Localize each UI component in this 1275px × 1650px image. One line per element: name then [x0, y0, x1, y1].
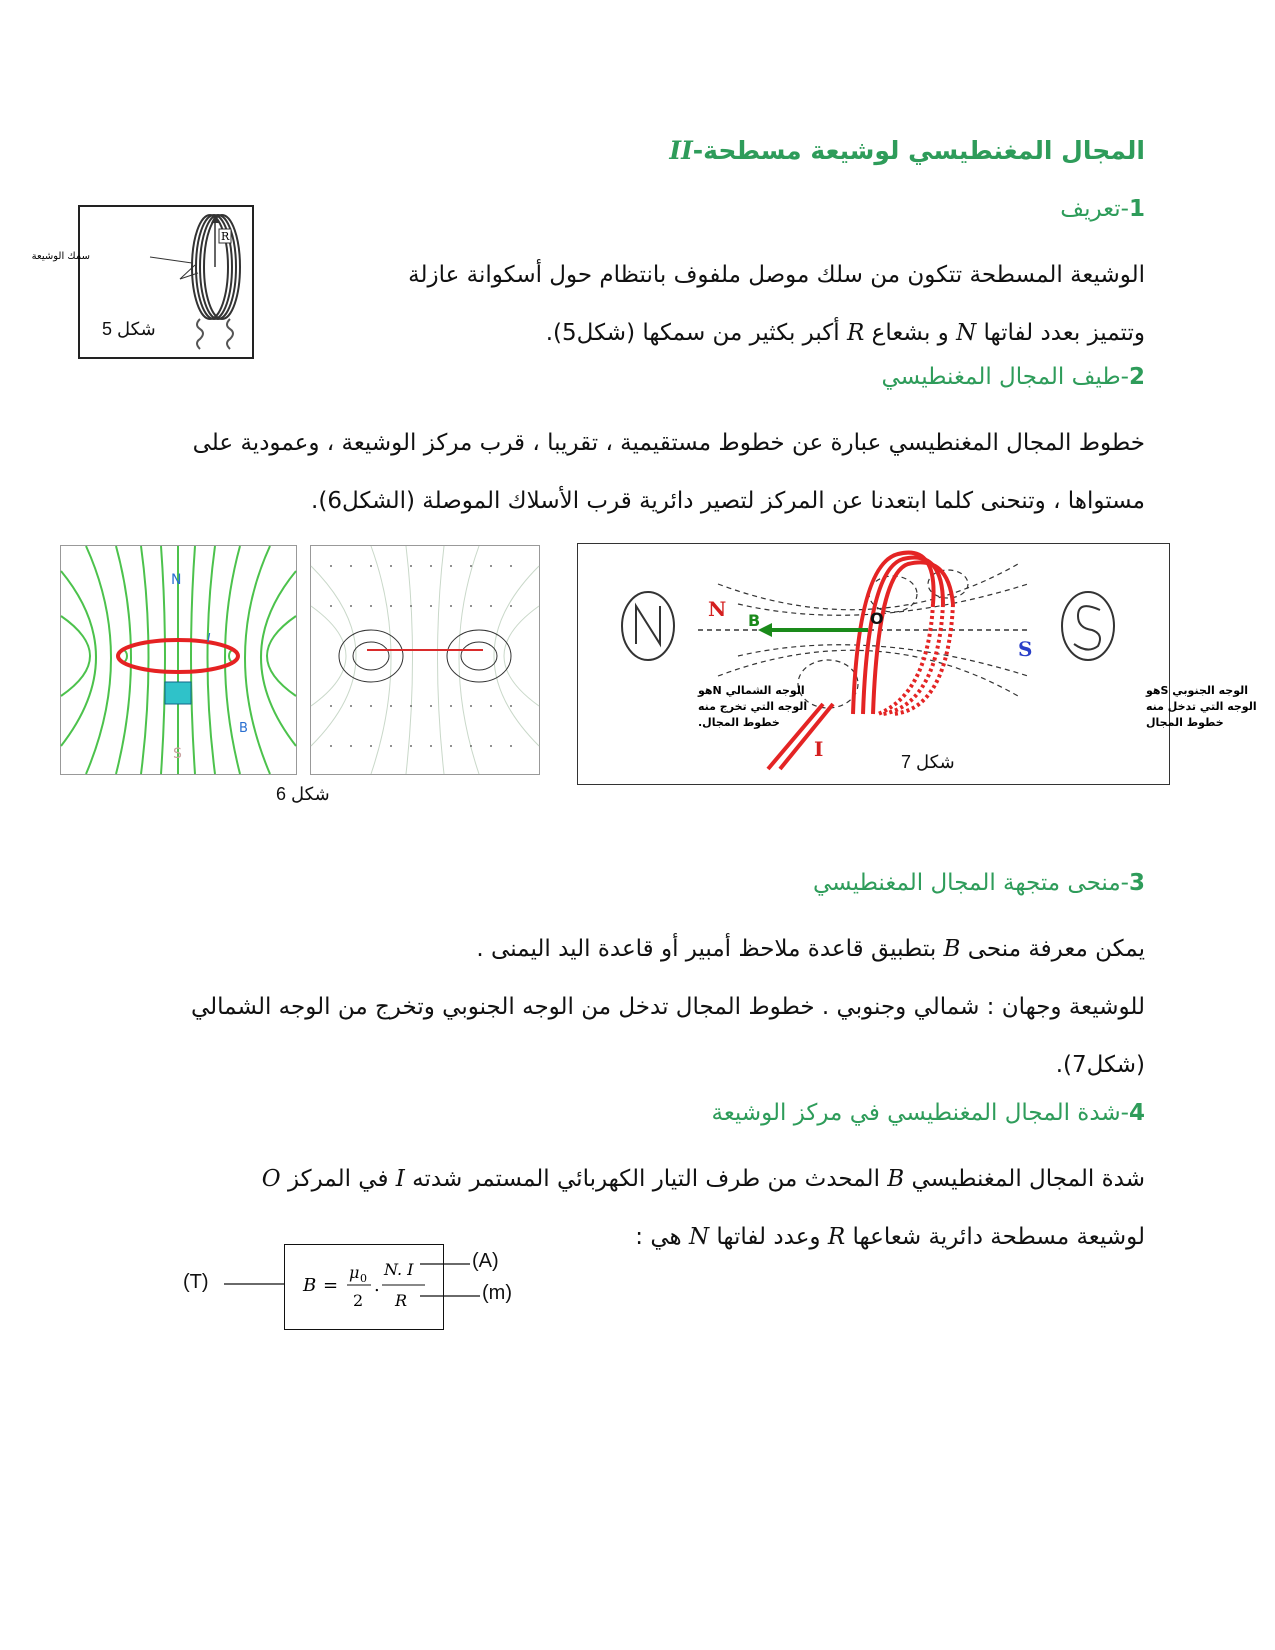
- figure-6-field-lines: [60, 545, 297, 775]
- unit-meter: (m): [482, 1282, 512, 1304]
- definition-paragraph: الوشيعة المسطحة تتكون من سلك موصل ملفوف بانتظام حول أسكوانة عازلة وتتميز بعدد لفاتها N و بشعاع R أكبر بكثير من سمكها (شكل5).: [408, 262, 1145, 346]
- svg-text:الوجه الشمالي Nهو: الوجه الشمالي Nهو: [698, 684, 805, 697]
- subheading-direction: 3-منحى متجهة المجال المغنطيسي: [812, 870, 1145, 896]
- svg-text:الوجه الجنوبي Sهو: الوجه الجنوبي Sهو: [1146, 684, 1248, 697]
- unit-ampere: (A): [472, 1250, 499, 1272]
- svg-text:خطوط المجال: خطوط المجال: [1146, 716, 1224, 729]
- spectrum-paragraph: خطوط المجال المغنطيسي عبارة عن خطوط مستقيمية ، تقريبا ، قرب مركز الوشيعة ، وعمودية على مستواها ، وتنحنى كلما ابتعدنا عن المركز لتصير دائرية قرب الأسلاك الموصلة (الشكل6).: [192, 430, 1145, 514]
- svg-text:الوجه التي تدخل منه: الوجه التي تدخل منه: [1146, 700, 1257, 713]
- svg-text:2: 2: [353, 1291, 364, 1310]
- svg-text:B: B: [748, 611, 761, 630]
- figure-5: [31, 205, 254, 359]
- svg-text:R: R: [395, 1291, 408, 1310]
- svg-text:I: I: [207, 631, 211, 645]
- svg-text:μ: μ: [349, 1263, 360, 1282]
- svg-text:=: =: [323, 1275, 339, 1296]
- direction-paragraph: يمكن معرفة منحى B بتطبيق قاعدة ملاحظ أمبير أو قاعدة اليد اليمنى . للوشيعة وجهان : شمالي وجنوبي . خطوط المجال تدخل من الوجه الجنوبي وتخرج من الوجه الشمالي (شكل7).: [190, 936, 1145, 1078]
- svg-text:S: S: [173, 746, 182, 762]
- svg-text:N. I: N. I: [384, 1260, 414, 1279]
- subheading-spectrum: 2-طيف المجال المغنطيسي: [881, 364, 1145, 390]
- svg-text:الوجه التي تخرج منه: الوجه التي تخرج منه: [698, 700, 808, 713]
- svg-text:سمك الوشيعة: سمك الوشيعة: [31, 251, 90, 262]
- figure-7: [577, 543, 1257, 785]
- svg-text:B: B: [239, 721, 248, 736]
- svg-text:خطوط المجال.: خطوط المجال.: [698, 716, 780, 729]
- figure-5-caption: شكل 5: [102, 319, 156, 339]
- unit-tesla: (T): [183, 1271, 209, 1293]
- svg-text:N: N: [171, 572, 182, 588]
- svg-text:O: O: [870, 609, 884, 628]
- subheading-intensity: 4-شدة المجال المغنطيسي في مركز الوشيعة: [711, 1100, 1145, 1126]
- figure-6-caption: شكل 6: [276, 784, 330, 804]
- svg-text:0: 0: [360, 1272, 367, 1285]
- svg-text:S: S: [1018, 637, 1033, 661]
- figure-6-vector-field: [310, 545, 540, 775]
- intensity-paragraph: شدة المجال المغنطيسي B المحدث من طرف التيار الكهربائي المستمر شدته I في المركز O لوشيعة مسطحة دائرية شعاعها R وعدد لفاتها N هي :: [261, 1166, 1145, 1250]
- svg-text:R: R: [221, 230, 230, 243]
- subheading-definition: 1-تعريف: [1060, 196, 1145, 222]
- svg-text:I: I: [814, 737, 824, 761]
- figure-7-caption: شكل 7: [901, 752, 955, 772]
- svg-text:N: N: [708, 597, 727, 621]
- section-title: II-المجال المغنطيسي لوشيعة مسطحة: [669, 136, 1145, 165]
- svg-text:.: .: [374, 1275, 380, 1296]
- svg-text:B: B: [303, 1275, 317, 1296]
